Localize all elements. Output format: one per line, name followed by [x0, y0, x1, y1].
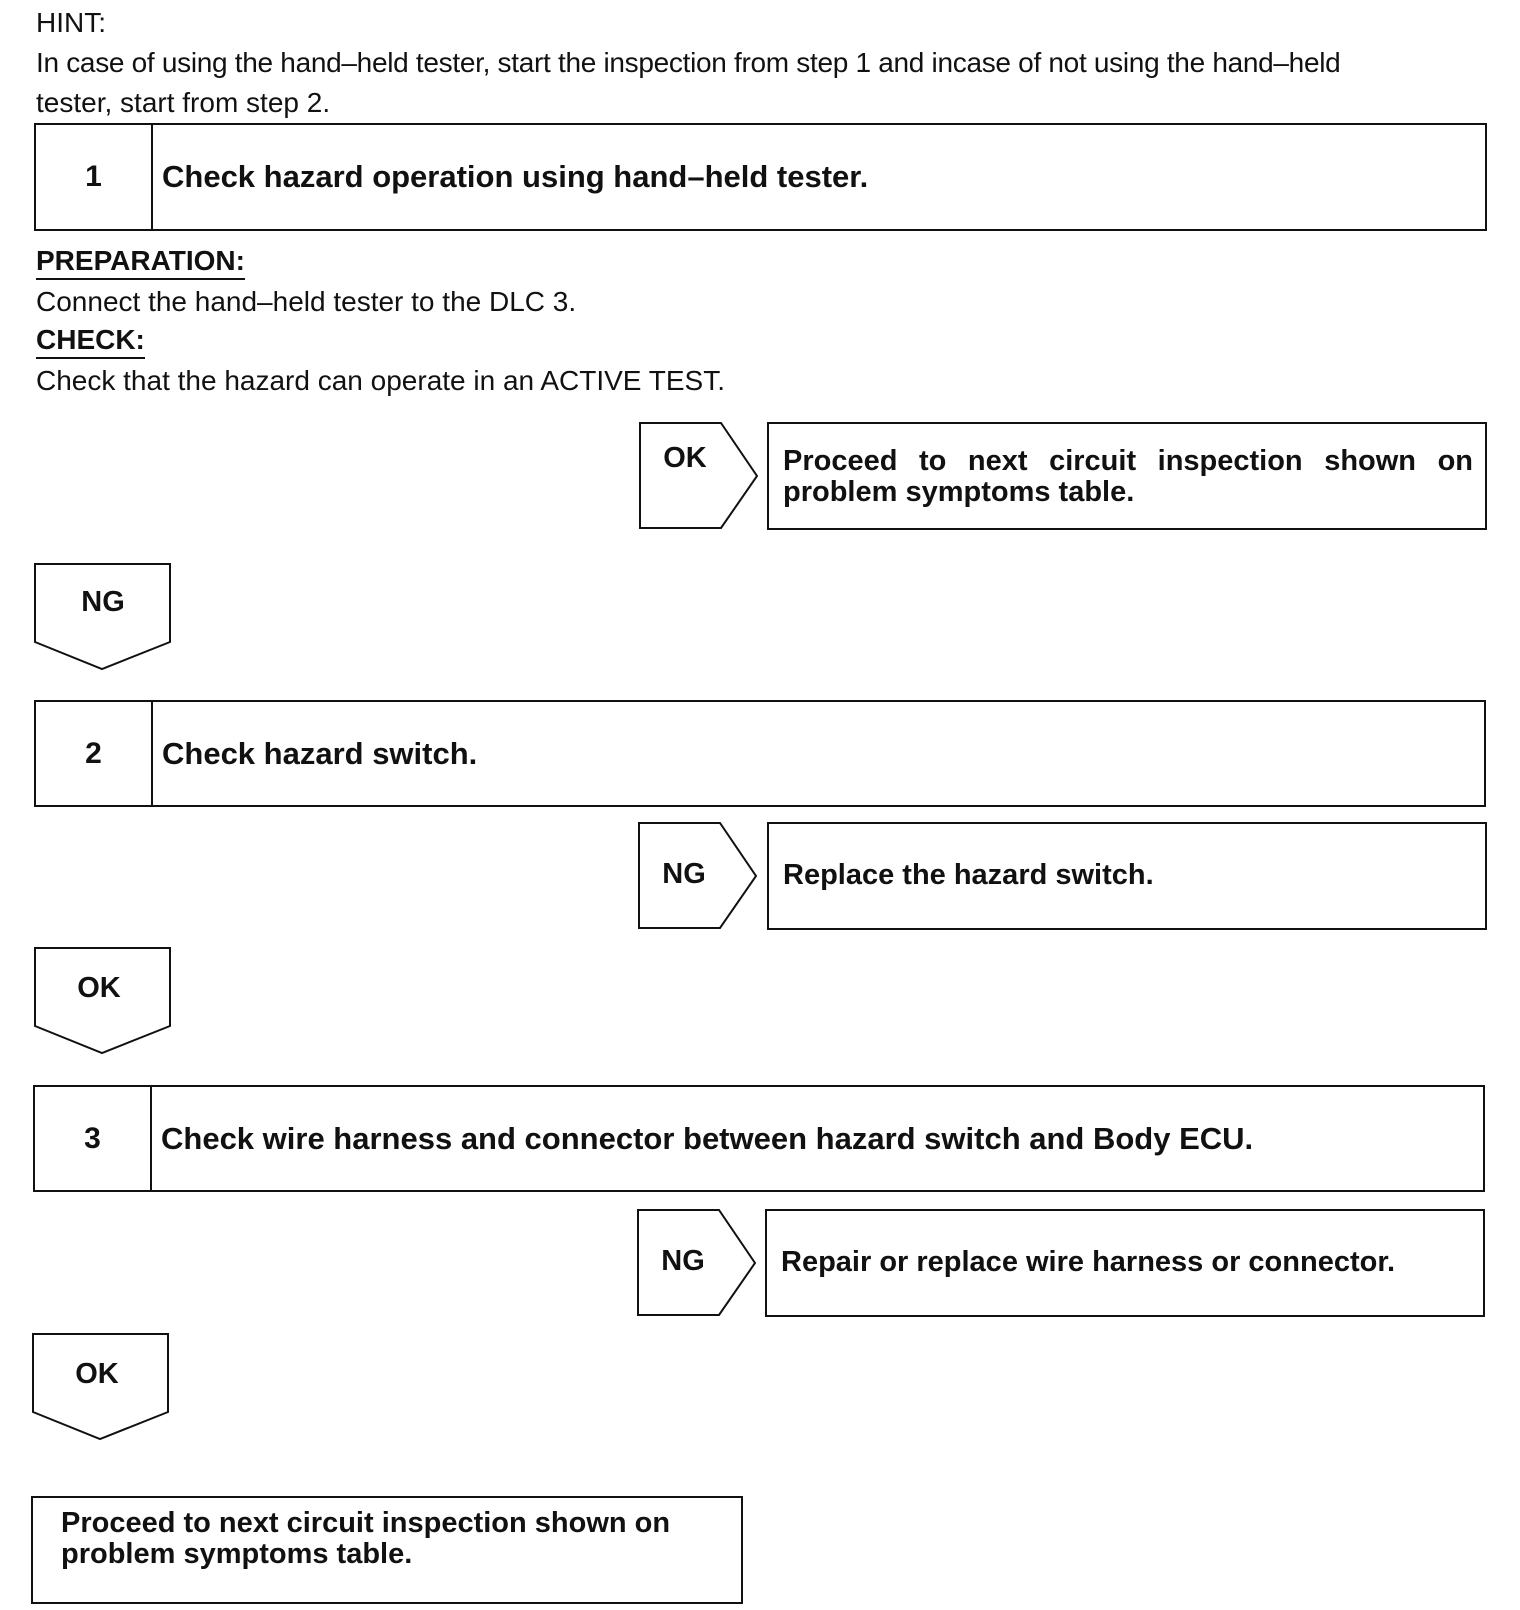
step-3-box — [33, 1085, 1485, 1192]
step3-ng-label: NG — [661, 1245, 705, 1277]
step2-ng-label: NG — [662, 858, 706, 890]
hint-text-line1: In case of using the hand–held tester, start the inspection from step 1 and incase of not using the hand–held — [36, 47, 1341, 78]
preparation-text: Connect the hand–held tester to the DLC 3. — [36, 286, 577, 317]
step-1-box — [34, 123, 1487, 231]
step3-ok-label: OK — [75, 1358, 119, 1390]
step-title: Check wire harness and connector between hazard switch and Body ECU. — [161, 1120, 1254, 1156]
step2-ok-label: OK — [77, 972, 121, 1004]
step-number: 2 — [36, 702, 153, 805]
check-label: CHECK: — [36, 323, 145, 359]
step-title: Check hazard operation using hand–held tester. — [162, 159, 869, 194]
step2-ng-result: Replace the hazard switch. — [767, 822, 1487, 930]
step-number: 3 — [35, 1087, 152, 1190]
preparation-label: PREPARATION: — [36, 244, 245, 280]
step-title: Check hazard switch. — [162, 735, 478, 771]
step-number: 1 — [36, 125, 153, 229]
step3-ng-result: Repair or replace wire harness or connector. — [765, 1209, 1485, 1317]
right-arrow-ok-icon — [639, 422, 759, 530]
step1-ok-label: OK — [663, 442, 707, 474]
final-result: Proceed to next circuit inspection shown on problem symptoms table. — [31, 1496, 743, 1604]
hint-text-line2: tester, start from step 2. — [36, 87, 331, 118]
step1-ng-label: NG — [81, 586, 125, 618]
hint-label: HINT: — [36, 7, 106, 38]
check-text: Check that the hazard can operate in an ACTIVE TEST. — [36, 365, 725, 396]
step1-ok-result: Proceed to next circuit inspection shown on problem symptoms table. — [767, 422, 1487, 530]
step-2-box — [34, 700, 1486, 807]
